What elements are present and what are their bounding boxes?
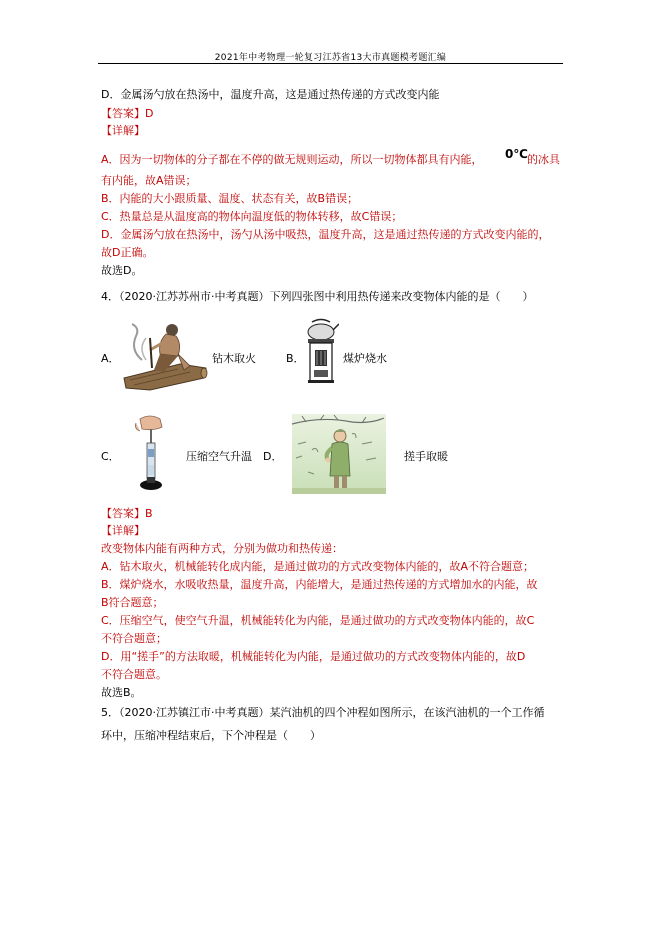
explanation-line: 有内能，故A错误； bbox=[101, 174, 197, 187]
explanation-line: 故D正确。 bbox=[101, 246, 154, 259]
question-4-stem: 4．（2020·江苏苏州市·中考真题）下列四张图中利用热传递来改变物体内能的是（ ） bbox=[101, 290, 534, 303]
option-a-text: 钻木取火 bbox=[212, 352, 256, 365]
page-header: 2021年中考物理一轮复习江苏省13大市真题模考题汇编 bbox=[214, 53, 447, 63]
option-c-text: 压缩空气升温 bbox=[186, 450, 252, 463]
option-d-text: 搓手取暖 bbox=[404, 450, 448, 463]
coal-stove-kettle-image bbox=[303, 318, 339, 386]
rubbing-hands-image bbox=[292, 414, 386, 494]
explanation-line: C．热量总是从温度高的物体向温度低的物体转移，故C错误； bbox=[101, 210, 403, 223]
question-5-stem: 5．（2020·江苏镇江市·中考真题）某汽油机的四个冲程如图所示，在该汽油机的一个工作循 bbox=[101, 706, 545, 719]
option-d-statement: D．金属汤勺放在热汤中，温度升高，这是通过热传递的方式改变内能 bbox=[101, 88, 440, 101]
explanation-line: A．因为一切物体的分子都在不停的做无规则运动，所以一切物体都具有内能， bbox=[101, 153, 483, 166]
explanation-line: B符合题意； bbox=[101, 596, 164, 609]
option-b-letter: B． bbox=[286, 352, 305, 365]
option-c-letter: C． bbox=[101, 450, 120, 463]
explanation-line: D．金属汤勺放在热汤中，汤勺从汤中吸热，温度升高，这是通过热传递的方式改变内能的， bbox=[101, 228, 550, 241]
explanation-line: B．内能的大小跟质量、温度、状态有关，故B错误； bbox=[101, 192, 359, 205]
explanation-line: C．压缩空气，使空气升温，机械能转化为内能，是通过做功的方式改变物体内能的，故C bbox=[101, 614, 535, 627]
explanation-line: 的冰具 bbox=[527, 153, 560, 166]
explanation-label: 【详解】 bbox=[101, 124, 145, 137]
zero-celsius-symbol: 0℃ bbox=[505, 147, 528, 161]
option-b-text: 煤炉烧水 bbox=[343, 352, 387, 365]
explanation-line: B．煤炉烧水，水吸收热量，温度升高，内能增大，是通过热传递的方式增加水的内能，故 bbox=[101, 578, 538, 591]
explanation-line: 改变物体内能有两种方式，分别为做功和热传递： bbox=[101, 542, 343, 555]
explanation-line: A．钻木取火，机械能转化成内能，是通过做功的方式改变物体内能的，故A不符合题意； bbox=[101, 560, 535, 573]
drilling-wood-image bbox=[120, 320, 208, 392]
conclusion-line: 故选D。 bbox=[101, 264, 143, 277]
air-compression-syringe-image bbox=[130, 413, 176, 495]
option-a-letter: A． bbox=[101, 352, 120, 365]
answer-label: 【答案】D bbox=[101, 107, 154, 120]
explanation-line: 不符合题意； bbox=[101, 632, 167, 645]
option-d-letter: D． bbox=[263, 450, 283, 463]
explanation-line: D．用“搓手”的方法取暖，机械能转化为内能，是通过做功的方式改变物体内能的，故D bbox=[101, 650, 526, 663]
question-5-stem: 环中，压缩冲程结束后，下个冲程是（ ） bbox=[101, 729, 321, 742]
explanation-line: 不符合题意。 bbox=[101, 668, 167, 681]
header-rule bbox=[98, 63, 563, 64]
conclusion-line: 故选B。 bbox=[101, 686, 142, 699]
explanation-label: 【详解】 bbox=[101, 524, 145, 537]
answer-label: 【答案】B bbox=[101, 507, 153, 520]
